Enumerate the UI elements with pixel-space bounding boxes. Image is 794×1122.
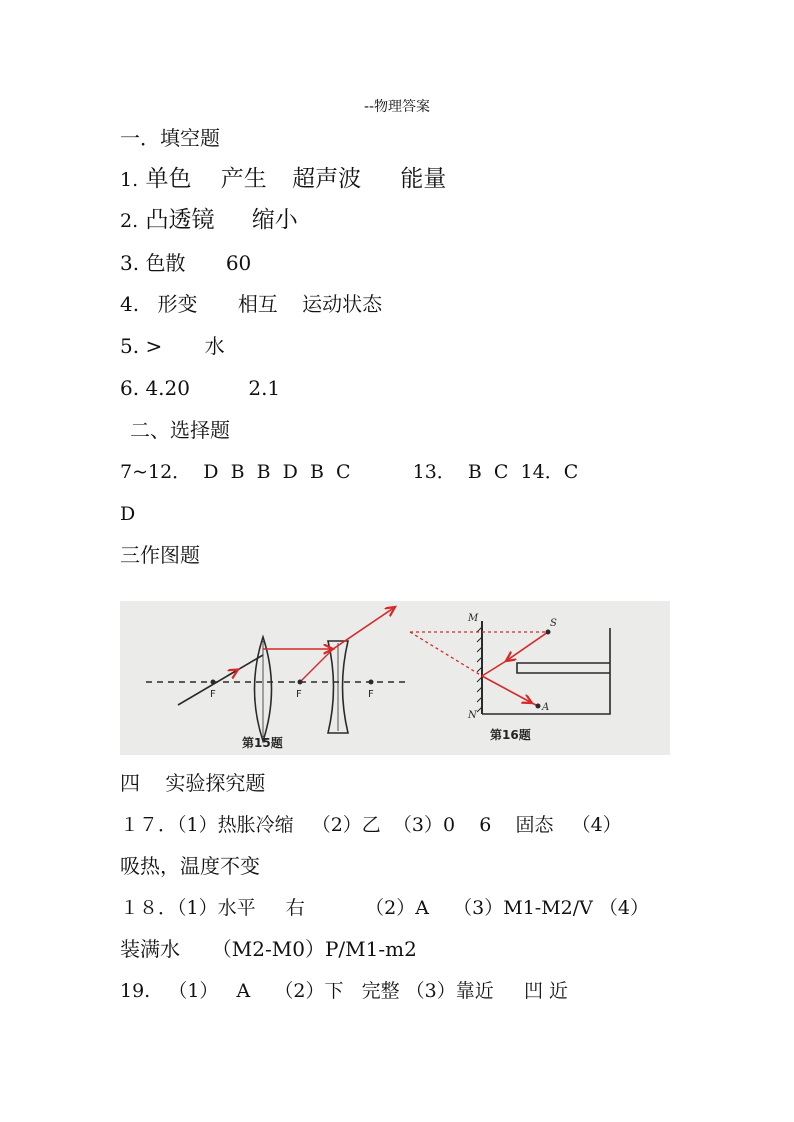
figure-16-caption: 第16题 [490,728,531,742]
q6-number: 6. [120,376,140,400]
q4-answer-a: 形变 [157,292,198,316]
section-heading-fill: 一．填空题 [120,126,220,150]
label-s: S [550,618,557,629]
q1-answer-a: 单色 [145,166,192,192]
q2-answer-b: 缩小 [251,207,298,233]
answer-line-4 [120,292,382,316]
answer-line-1 [120,167,446,192]
q1-answer-c: 超声波 [292,166,362,192]
focus-label-1: F [210,689,216,700]
q3-answer-b: 60 [225,251,252,275]
focus-point-3 [369,680,374,685]
q2-answer-a: 凸透镜 [145,207,215,233]
q4-answer-c: 运动状态 [302,292,383,316]
section-heading-experiment: 四 实验探究题 [120,771,266,795]
point-s [546,630,551,635]
q6-answer-b: 2.1 [248,376,281,400]
choice-answers-7-12: 7~12． D B B D B C [120,461,351,483]
choice-answers-line [120,460,578,484]
answer-line-5 [120,334,225,358]
label-a: A [542,702,550,713]
q3-answer-a: 色散 [145,251,186,275]
drawing-figures [120,601,670,755]
q1-number: 1. [120,169,139,191]
label-n: N [468,710,477,721]
q18-line-2: 装满水 （M2-M0）P/M1-m2 [120,937,417,961]
focus-point-1 [211,680,216,685]
q1-answer-b: 产生 [220,166,267,192]
q4-answer-b: 相互 [237,292,278,316]
q5-number: 5. [120,334,140,358]
q6-answer-a: 4.20 [145,376,190,400]
q17-line-2: 吸热，温度不变 [120,854,260,878]
focus-label-2: F [296,689,302,700]
focus-label-3: F [368,689,374,700]
section-heading-drawing: 三作图题 [120,543,200,567]
q18-line-1: １８．（1）水平 右 （2）A （3）M1-M2/V （4） [120,897,649,919]
q1-answer-d: 能量 [400,166,447,192]
figure-15-caption: 第15题 [242,736,283,750]
choice-answers-13-14: 13． B C 14．C [412,461,579,483]
answer-line-6 [120,376,280,400]
section-heading-choice: 二、选择题 [130,418,230,442]
q19-line: 19. （1） A （2）下 完整 （3）靠近 凹 近 [120,980,568,1002]
q2-number: 2. [120,210,139,232]
answer-line-2 [120,208,298,233]
q4-number: 4. [120,292,140,316]
q3-number: 3. [120,251,140,275]
q17-line-1: １７．（1）热胀冷缩 （2）乙 （3）0 6 固态 （4） [120,814,622,836]
label-m: M [468,613,479,624]
point-a [536,704,541,709]
q5-answer-a: > [145,334,163,358]
answer-line-3 [120,251,251,275]
focus-point-2 [298,680,303,685]
choice-answers-line-2: D [120,503,136,525]
q5-answer-b: 水 [204,334,225,358]
page-title: --物理答案 [363,99,431,115]
figures-svg [120,601,670,755]
figure-photo-background [120,601,670,755]
